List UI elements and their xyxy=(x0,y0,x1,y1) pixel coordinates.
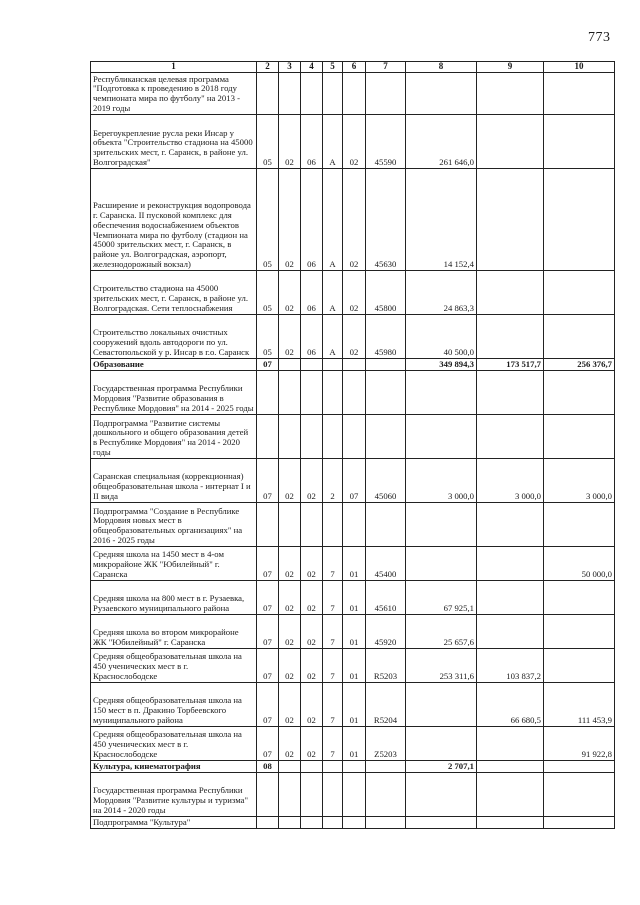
name-cell: Подпрограмма "Развитие системы дошкольного и общего образования детей в Республике Мордовия" на 2014 - 2020 годы xyxy=(91,414,257,458)
measure-cell: 02 xyxy=(343,314,366,358)
amount-2021-cell: 91 922,8 xyxy=(544,726,615,760)
section-cell: 07 xyxy=(257,358,279,370)
program-cell: 02 xyxy=(301,726,323,760)
table-row xyxy=(91,502,615,546)
subsection-cell xyxy=(279,414,301,458)
subprogram-cell: А xyxy=(323,314,343,358)
program-cell: 06 xyxy=(301,114,323,168)
program-cell: 06 xyxy=(301,168,323,270)
program-cell: 02 xyxy=(301,458,323,502)
amount-2021-cell xyxy=(544,414,615,458)
header-cell: 6 xyxy=(343,62,366,73)
name-cell: Государственная программа Республики Мордовия "Развитие культуры и туризма" на 2014 - 2020 годы xyxy=(91,772,257,816)
section-cell: 08 xyxy=(257,760,279,772)
amount-2019-cell xyxy=(406,502,477,546)
amount-2019-cell: 3 000,0 xyxy=(406,458,477,502)
table-row xyxy=(91,772,615,816)
subprogram-cell xyxy=(323,370,343,414)
amount-2021-cell xyxy=(544,72,615,114)
table-row xyxy=(91,370,615,414)
name-cell: Берегоукрепление русла реки Инсар у объекта "Строительство стадиона на 45000 зрительских мест, г. Саранск, в районе ул. Волгоградская" xyxy=(91,114,257,168)
table-row xyxy=(91,414,615,458)
section-cell: 07 xyxy=(257,458,279,502)
header-cell: 4 xyxy=(301,62,323,73)
amount-2019-cell: 24 863,3 xyxy=(406,270,477,314)
amount-2019-cell: 2 707,1 xyxy=(406,760,477,772)
direction-cell xyxy=(366,502,406,546)
section-cell: 05 xyxy=(257,270,279,314)
amount-2020-cell: 103 837,2 xyxy=(477,648,544,682)
table-row xyxy=(91,682,615,726)
subsection-cell xyxy=(279,358,301,370)
program-cell: 02 xyxy=(301,682,323,726)
amount-2021-cell xyxy=(544,772,615,816)
subsection-cell: 02 xyxy=(279,168,301,270)
amount-2021-cell xyxy=(544,270,615,314)
direction-cell xyxy=(366,72,406,114)
subsection-cell: 02 xyxy=(279,614,301,648)
subsection-cell: 02 xyxy=(279,580,301,614)
amount-2020-cell: 173 517,7 xyxy=(477,358,544,370)
table-row xyxy=(91,358,615,370)
subprogram-cell: А xyxy=(323,114,343,168)
direction-cell: 45590 xyxy=(366,114,406,168)
header-cell: 2 xyxy=(257,62,279,73)
amount-2019-cell: 261 646,0 xyxy=(406,114,477,168)
amount-2019-cell xyxy=(406,370,477,414)
direction-cell xyxy=(366,370,406,414)
program-cell xyxy=(301,358,323,370)
header-cell: 9 xyxy=(477,62,544,73)
amount-2021-cell xyxy=(544,502,615,546)
amount-2019-cell xyxy=(406,682,477,726)
name-cell: Средняя школа на 800 мест в г. Рузаевка, Рузаевского муниципального района xyxy=(91,580,257,614)
amount-2021-cell xyxy=(544,314,615,358)
amount-2021-cell xyxy=(544,168,615,270)
table-row xyxy=(91,580,615,614)
section-cell: 05 xyxy=(257,114,279,168)
direction-cell xyxy=(366,772,406,816)
subprogram-cell: 7 xyxy=(323,682,343,726)
table-row xyxy=(91,760,615,772)
amount-2019-cell xyxy=(406,72,477,114)
direction-cell: 45800 xyxy=(366,270,406,314)
subprogram-cell: 7 xyxy=(323,726,343,760)
subsection-cell: 02 xyxy=(279,114,301,168)
header-cell: 7 xyxy=(366,62,406,73)
program-cell xyxy=(301,502,323,546)
table-row xyxy=(91,816,615,828)
program-cell xyxy=(301,772,323,816)
section-cell: 05 xyxy=(257,168,279,270)
measure-cell xyxy=(343,72,366,114)
page-number: 773 xyxy=(588,30,611,45)
subprogram-cell: 7 xyxy=(323,580,343,614)
section-cell: 07 xyxy=(257,682,279,726)
name-cell: Подпрограмма "Культура" xyxy=(91,816,257,828)
table-row xyxy=(91,648,615,682)
measure-cell xyxy=(343,760,366,772)
subprogram-cell: 7 xyxy=(323,614,343,648)
subprogram-cell xyxy=(323,358,343,370)
amount-2019-cell: 40 500,0 xyxy=(406,314,477,358)
name-cell: Средняя общеобразовательная школа на 450 ученических мест в г. Краснослободске xyxy=(91,648,257,682)
amount-2020-cell xyxy=(477,760,544,772)
subsection-cell: 02 xyxy=(279,682,301,726)
measure-cell: 01 xyxy=(343,614,366,648)
name-cell: Строительство стадиона на 45000 зрительских мест, г. Саранск, в районе ул. Волгоградская. Сети теплоснабжения xyxy=(91,270,257,314)
subsection-cell xyxy=(279,772,301,816)
amount-2020-cell xyxy=(477,270,544,314)
amount-2021-cell xyxy=(544,648,615,682)
name-cell: Средняя школа во втором микрорайоне ЖК "Юбилейный" г. Саранска xyxy=(91,614,257,648)
subprogram-cell xyxy=(323,816,343,828)
amount-2021-cell xyxy=(544,370,615,414)
measure-cell: 02 xyxy=(343,270,366,314)
direction-cell: 45610 xyxy=(366,580,406,614)
amount-2019-cell: 349 894,3 xyxy=(406,358,477,370)
table-row xyxy=(91,270,615,314)
measure-cell xyxy=(343,772,366,816)
measure-cell: 01 xyxy=(343,546,366,580)
section-cell xyxy=(257,772,279,816)
amount-2020-cell xyxy=(477,502,544,546)
subprogram-cell xyxy=(323,772,343,816)
program-cell: 02 xyxy=(301,648,323,682)
measure-cell xyxy=(343,370,366,414)
subsection-cell: 02 xyxy=(279,648,301,682)
table-row xyxy=(91,458,615,502)
amount-2020-cell xyxy=(477,314,544,358)
program-cell: 02 xyxy=(301,580,323,614)
amount-2020-cell: 66 680,5 xyxy=(477,682,544,726)
name-cell: Культура, кинематография xyxy=(91,760,257,772)
subprogram-cell: 2 xyxy=(323,458,343,502)
table-row xyxy=(91,72,615,114)
program-cell: 06 xyxy=(301,314,323,358)
amount-2021-cell xyxy=(544,760,615,772)
subsection-cell: 02 xyxy=(279,546,301,580)
name-cell: Средняя школа на 1450 мест в 4-ом микрорайоне ЖК "Юбилейный" г. Саранска xyxy=(91,546,257,580)
subprogram-cell: 7 xyxy=(323,546,343,580)
amount-2019-cell xyxy=(406,772,477,816)
header-cell: 5 xyxy=(323,62,343,73)
name-cell: Саранская специальная (коррекционная) общеобразовательная школа - интернат I и II вида xyxy=(91,458,257,502)
measure-cell xyxy=(343,358,366,370)
amount-2021-cell: 256 376,7 xyxy=(544,358,615,370)
section-cell xyxy=(257,816,279,828)
table-row xyxy=(91,314,615,358)
name-cell: Республиканская целевая программа "Подготовка к проведению в 2018 году чемпионата мира по футболу" на 2013 - 2019 годы xyxy=(91,72,257,114)
amount-2019-cell xyxy=(406,816,477,828)
section-cell: 07 xyxy=(257,546,279,580)
subprogram-cell: 7 xyxy=(323,648,343,682)
measure-cell: 01 xyxy=(343,682,366,726)
subprogram-cell xyxy=(323,72,343,114)
direction-cell xyxy=(366,760,406,772)
budget-table xyxy=(90,61,615,829)
amount-2020-cell xyxy=(477,614,544,648)
measure-cell xyxy=(343,816,366,828)
table-header-row xyxy=(91,62,615,73)
section-cell: 07 xyxy=(257,614,279,648)
amount-2019-cell: 67 925,1 xyxy=(406,580,477,614)
program-cell xyxy=(301,72,323,114)
amount-2020-cell xyxy=(477,414,544,458)
amount-2019-cell xyxy=(406,414,477,458)
subprogram-cell xyxy=(323,502,343,546)
subsection-cell: 02 xyxy=(279,458,301,502)
table-row xyxy=(91,546,615,580)
name-cell: Средняя общеобразовательная школа на 150 мест в п. Дракино Торбеевского муниципального района xyxy=(91,682,257,726)
program-cell xyxy=(301,370,323,414)
amount-2021-cell: 111 453,9 xyxy=(544,682,615,726)
name-cell: Строительство локальных очистных сооружений вдоль автодороги по ул. Севастопольской у р. Инсар в г.о. Саранск xyxy=(91,314,257,358)
subsection-cell: 02 xyxy=(279,314,301,358)
section-cell xyxy=(257,370,279,414)
subsection-cell xyxy=(279,760,301,772)
direction-cell xyxy=(366,414,406,458)
subprogram-cell: А xyxy=(323,270,343,314)
amount-2021-cell xyxy=(544,580,615,614)
direction-cell xyxy=(366,358,406,370)
section-cell: 07 xyxy=(257,726,279,760)
program-cell: 02 xyxy=(301,546,323,580)
direction-cell xyxy=(366,816,406,828)
table-row xyxy=(91,614,615,648)
subprogram-cell xyxy=(323,414,343,458)
program-cell: 06 xyxy=(301,270,323,314)
header-cell: 10 xyxy=(544,62,615,73)
section-cell xyxy=(257,502,279,546)
amount-2021-cell: 3 000,0 xyxy=(544,458,615,502)
amount-2020-cell xyxy=(477,726,544,760)
subprogram-cell: А xyxy=(323,168,343,270)
amount-2019-cell xyxy=(406,726,477,760)
measure-cell: 02 xyxy=(343,114,366,168)
amount-2020-cell: 3 000,0 xyxy=(477,458,544,502)
subsection-cell xyxy=(279,502,301,546)
program-cell xyxy=(301,816,323,828)
measure-cell: 01 xyxy=(343,726,366,760)
amount-2021-cell xyxy=(544,114,615,168)
measure-cell xyxy=(343,502,366,546)
direction-cell: 45060 xyxy=(366,458,406,502)
program-cell: 02 xyxy=(301,614,323,648)
amount-2020-cell xyxy=(477,580,544,614)
amount-2019-cell: 25 657,6 xyxy=(406,614,477,648)
direction-cell: 45630 xyxy=(366,168,406,270)
section-cell: 07 xyxy=(257,580,279,614)
amount-2020-cell xyxy=(477,114,544,168)
header-cell: 8 xyxy=(406,62,477,73)
subsection-cell xyxy=(279,72,301,114)
direction-cell: 45980 xyxy=(366,314,406,358)
name-cell: Образование xyxy=(91,358,257,370)
amount-2019-cell: 14 152,4 xyxy=(406,168,477,270)
subsection-cell xyxy=(279,370,301,414)
amount-2019-cell xyxy=(406,546,477,580)
section-cell xyxy=(257,414,279,458)
header-cell: 1 xyxy=(91,62,257,73)
program-cell xyxy=(301,414,323,458)
header-cell: 3 xyxy=(279,62,301,73)
amount-2021-cell xyxy=(544,816,615,828)
section-cell: 07 xyxy=(257,648,279,682)
direction-cell: R5203 xyxy=(366,648,406,682)
subsection-cell xyxy=(279,816,301,828)
subsection-cell: 02 xyxy=(279,726,301,760)
direction-cell: 45400 xyxy=(366,546,406,580)
subsection-cell: 02 xyxy=(279,270,301,314)
table-row xyxy=(91,726,615,760)
table-row xyxy=(91,168,615,270)
program-cell xyxy=(301,760,323,772)
name-cell: Государственная программа Республики Мордовия "Развитие образования в Республике Мордовия" на 2014 - 2025 годы xyxy=(91,370,257,414)
amount-2021-cell xyxy=(544,614,615,648)
measure-cell: 01 xyxy=(343,648,366,682)
amount-2020-cell xyxy=(477,72,544,114)
direction-cell: Z5203 xyxy=(366,726,406,760)
amount-2020-cell xyxy=(477,772,544,816)
direction-cell: 45920 xyxy=(366,614,406,648)
amount-2020-cell xyxy=(477,816,544,828)
amount-2021-cell: 50 000,0 xyxy=(544,546,615,580)
measure-cell: 02 xyxy=(343,168,366,270)
table-row xyxy=(91,114,615,168)
section-cell: 05 xyxy=(257,314,279,358)
measure-cell: 01 xyxy=(343,580,366,614)
amount-2019-cell: 253 311,6 xyxy=(406,648,477,682)
direction-cell: R5204 xyxy=(366,682,406,726)
measure-cell: 07 xyxy=(343,458,366,502)
amount-2020-cell xyxy=(477,168,544,270)
subprogram-cell xyxy=(323,760,343,772)
section-cell xyxy=(257,72,279,114)
name-cell: Средняя общеобразовательная школа на 450 ученических мест в г. Краснослободске xyxy=(91,726,257,760)
measure-cell xyxy=(343,414,366,458)
name-cell: Расширение и реконструкция водопровода г. Саранска. II пусковой комплекс для обеспечения водоснабжением объектов Чемпионата мира по футболу (стадион на 45000 зрительских мест, г. Саранск, в районе ул. Волгоградская, аэропорт, железнодорожный вокзал) xyxy=(91,168,257,270)
name-cell: Подпрограмма "Создание в Республике Мордовия новых мест в общеобразовательных организациях" на 2016 - 2025 годы xyxy=(91,502,257,546)
amount-2020-cell xyxy=(477,370,544,414)
amount-2020-cell xyxy=(477,546,544,580)
table-body xyxy=(91,72,615,828)
